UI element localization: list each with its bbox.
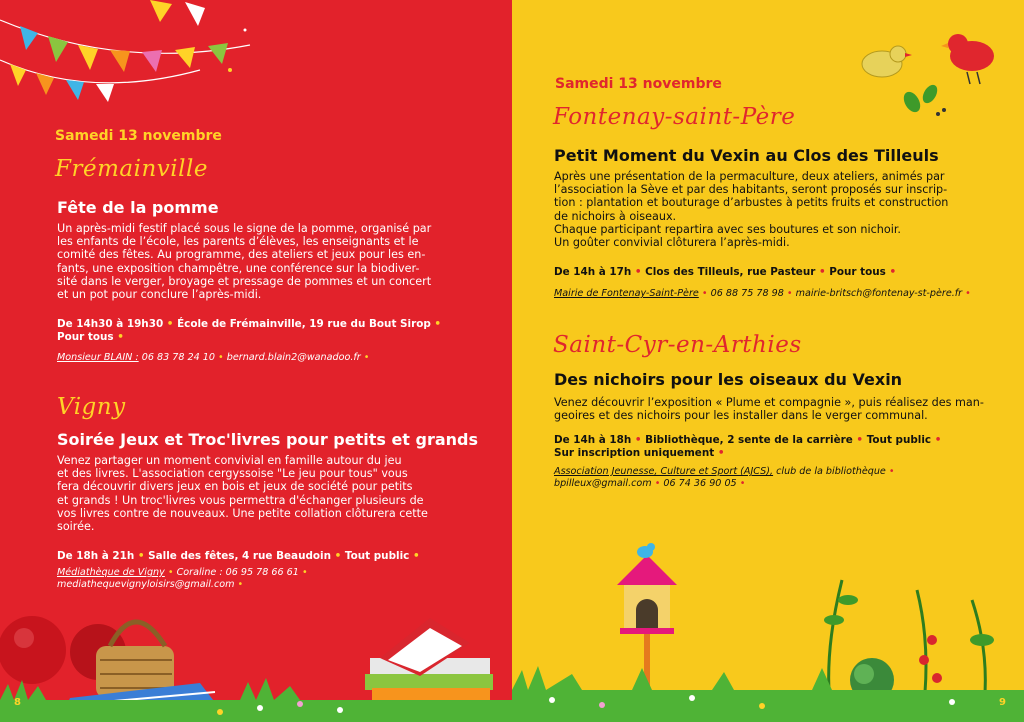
event-contact-fete-pomme: Monsieur BLAIN : 06 83 78 24 10 • bernard.blain2@wanadoo.fr •	[57, 352, 370, 363]
event-description-petit-moment	[554, 170, 984, 249]
description-line: Après une présentation de la permaculture, deux ateliers, animés par	[554, 170, 945, 183]
town-heading-vigny: Vigny	[57, 394, 126, 420]
right-page	[512, 0, 1024, 722]
description-line: Venez découvrir l’exposition « Plume et compagnie », puis réalisez des man-	[554, 396, 984, 409]
birdhouse-garden-illustration	[512, 540, 1024, 722]
event-time: De 14h à 18h	[554, 434, 632, 446]
contact-email[interactable]: bernard.blain2@wanadoo.fr	[226, 352, 361, 363]
description-line: l’association la Sève et par des habitants, seront proposés sur inscrip-	[554, 183, 948, 197]
date-label: Samedi 13 novembre	[55, 128, 222, 144]
description-line: comité des fêtes. Au programme, des ateliers et jeux pour les en-	[57, 248, 426, 262]
description-line: et grands ! Un troc'livres vous permettra d'échanger plusieurs de	[57, 493, 424, 507]
event-place: Salle des fêtes, 4 rue Beaudoin	[148, 550, 332, 562]
apples-basket-books-illustration	[0, 588, 512, 722]
date-label: Samedi 13 novembre	[555, 76, 722, 92]
description-line: et des livres. L'association cergyssoise "Le jeu pour tous" vous	[57, 467, 408, 481]
contact-detail: club de la bibliothèque	[776, 466, 886, 477]
event-registration: Sur inscription uniquement	[554, 447, 715, 459]
description-line: Venez partager un moment convivial en famille autour du jeu	[57, 454, 402, 467]
page-number-left: 8	[14, 697, 21, 708]
event-info-nichoirs: De 14h à 18h • Bibliothèque, 2 sente de la carrière • Tout public • Sur inscription uniquement •	[554, 434, 942, 459]
description-line: geoires et des nichoirs pour les installer dans le verger communal.	[554, 409, 928, 423]
event-contact-petit-moment: Mairie de Fontenay-Saint-Père • 06 88 75 78 98 • mairie-britsch@fontenay-st-père.fr •	[554, 288, 971, 299]
event-title-fete-pomme: Fête de la pomme	[57, 198, 219, 217]
event-title-nichoirs: Des nichoirs pour les oiseaux du Vexin	[554, 370, 903, 389]
event-place: Clos des Tilleuls, rue Pasteur	[645, 266, 816, 278]
description-line: et un pot pour conclure l’après-midi.	[57, 288, 262, 302]
event-contact-nichoirs: Association Jeunesse, Culture et Sport (AJCS), club de la bibliothèque • bpilleux@gmail.com • 06 74 36 90 05 •	[554, 466, 895, 489]
contact-phone: 06 74 36 90 05	[663, 478, 737, 489]
description-line: sité dans le verger, broyage et pressage de pommes et un concert	[57, 274, 432, 288]
contact-link[interactable]: Médiathèque de Vigny	[57, 567, 165, 578]
event-public: Pour tous	[829, 266, 886, 278]
event-public: Tout public	[344, 550, 410, 562]
description-line: fants, une exposition champêtre, une conférence sur la biodiver-	[57, 261, 420, 275]
bunting-decoration	[0, 0, 260, 110]
event-time: De 18h à 21h	[57, 550, 135, 562]
contact-link[interactable]: Monsieur BLAIN :	[57, 352, 139, 363]
contact-phone: 06 88 75 78 98	[710, 288, 784, 299]
contact-email[interactable]: bpilleux@gmail.com	[554, 478, 652, 489]
event-place: Bibliothèque, 2 sente de la carrière	[645, 434, 853, 446]
event-info-fete-pomme: De 14h30 à 19h30 • École de Frémainville, 19 rue du Bout Sirop • Pour tous •	[57, 318, 442, 343]
event-info-soiree-jeux: De 18h à 21h • Salle des fêtes, 4 rue Beaudoin • Tout public •	[57, 550, 420, 562]
event-time: De 14h30 à 19h30	[57, 318, 164, 330]
event-place: École de Frémainville, 19 rue du Bout Sirop	[177, 318, 431, 330]
contact-email[interactable]: mairie-britsch@fontenay-st-père.fr	[795, 288, 963, 299]
town-heading-fremainville: Frémainville	[55, 156, 208, 182]
description-line: vos livres contre de nouveaux. Une petite collation clôturera cette	[57, 506, 428, 520]
description-line: de nichoirs à oiseaux.	[554, 209, 677, 223]
contact-phone: Coraline : 06 95 78 66 61	[176, 567, 299, 578]
description-line: Un après-midi festif placé sous le signe de la pomme, organisé par	[57, 222, 432, 235]
town-heading-saint-cyr: Saint-Cyr-en-Arthies	[553, 332, 802, 358]
contact-link[interactable]: Mairie de Fontenay-Saint-Père	[554, 288, 699, 299]
event-contact-soiree-jeux: Médiathèque de Vigny • Coraline : 06 95 78 66 61 • mediathequevignyloisirs@gmail.com •	[57, 567, 308, 590]
event-public: Tout public	[866, 434, 932, 446]
event-time: De 14h à 17h	[554, 266, 632, 278]
description-line: Chaque participant repartira avec ses boutures et son nichoir.	[554, 222, 901, 236]
contact-phone: 06 83 78 24 10	[141, 352, 215, 363]
description-line: les enfants de l’école, les parents d’élèves, les enseignants et le	[57, 235, 419, 249]
birds-decoration	[842, 22, 1022, 132]
description-line: fera découvrir divers jeux en bois et jeux de société pour petits	[57, 480, 413, 494]
event-public: Pour tous	[57, 331, 114, 343]
description-line: tion : plantation et bouturage d’arbustes à petits fruits et construction	[554, 196, 949, 210]
town-heading-fontenay: Fontenay-saint-Père	[553, 104, 796, 130]
contact-link[interactable]: Association Jeunesse, Culture et Sport (AJCS),	[554, 466, 774, 477]
event-info-petit-moment: De 14h à 17h • Clos des Tilleuls, rue Pasteur • Pour tous •	[554, 266, 897, 278]
event-title-soiree-jeux: Soirée Jeux et Troc'livres pour petits et grands	[57, 430, 479, 449]
description-line: Un goûter convivial clôturera l’après-midi.	[554, 236, 790, 250]
event-title-petit-moment: Petit Moment du Vexin au Clos des Tilleuls	[554, 146, 939, 165]
event-description-nichoirs	[554, 396, 994, 422]
description-line: soirée.	[57, 520, 95, 534]
event-description-soiree-jeux	[57, 454, 455, 533]
contact-email[interactable]: mediathequevignyloisirs@gmail.com	[57, 579, 235, 590]
event-description-fete-pomme	[57, 222, 455, 301]
page-number-right: 9	[999, 697, 1006, 708]
